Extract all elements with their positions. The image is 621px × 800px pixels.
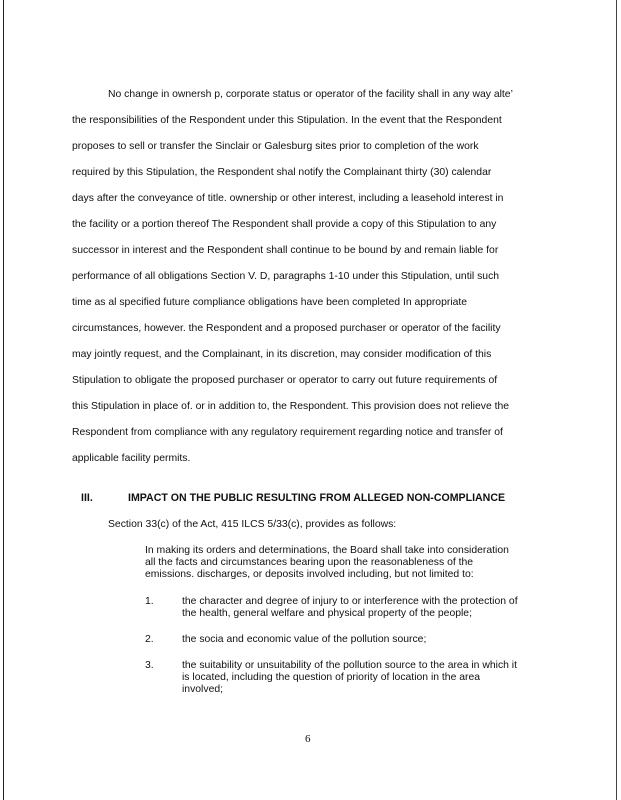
item-number-3: 3. [145, 660, 154, 671]
item-3-line-1: the suitability or unsuitability of the pollution source to the area in which it [182, 660, 517, 671]
quote-line-1: In making its orders and determinations, the Board shall take into consideration [145, 545, 509, 556]
section-intro: Section 33(c) of the Act, 415 ILCS 5/33(c), provides as follows: [108, 519, 397, 530]
paragraph-line-2: the responsibilities of the Respondent under this Stipulation. In the event that the Respondent [72, 115, 502, 126]
paragraph-line-8: performance of all obligations Section V. D, paragraphs 1-10 under this Stipulation, until such [72, 271, 500, 282]
paragraph-line-12: Stipulation to obligate the proposed purchaser or operator to carry out future requirements of [72, 375, 498, 386]
paragraph-line-7: successor in interest and the Respondent shall continue to be bound by and remain liable for [72, 245, 499, 256]
paragraph-line-4: required by this Stipulation, the Respondent shal notify the Complainant thirty (30) calendar [72, 167, 492, 178]
section-title: IMPACT ON THE PUBLIC RESULTING FROM ALLEGED NON-COMPLIANCE [128, 492, 506, 504]
section-number: III. [81, 492, 93, 504]
paragraph-line-14: Respondent from compliance with any regulatory requirement regarding notice and transfer of [72, 427, 503, 438]
item-1-line-2: the health, general welfare and physical property of the people; [182, 608, 472, 619]
item-3-line-3: involved; [182, 684, 224, 695]
scan-edge-right [616, 0, 617, 800]
paragraph-line-13: this Stipulation in place of. or in addition to, the Respondent. This provision does not relieve the [72, 401, 510, 412]
item-number-2: 2. [145, 634, 154, 645]
paragraph-line-5: days after the conveyance of title. ownership or other interest, including a leasehold interest in [72, 193, 504, 204]
item-number-1: 1. [145, 596, 154, 607]
paragraph-line-10: circumstances, however. the Respondent and a proposed purchaser or operator of the facility [72, 323, 501, 334]
quote-line-3: emissions. discharges, or deposits involved including, but not limited to: [145, 569, 474, 580]
page-number: 6 [305, 733, 311, 745]
paragraph-line-11: may jointly request, and the Complainant, in its discretion, may consider modification of this [72, 349, 492, 360]
paragraph-line-9: time as al specified future compliance obligations have been completed In appropriate [72, 297, 468, 308]
paragraph-line-6: the facility or a portion thereof The Respondent shall provide a copy of this Stipulation to any [72, 219, 497, 230]
quote-line-2: all the facts and circumstances bearing upon the reasonableness of the [145, 557, 474, 568]
paragraph-line-3: proposes to sell or transfer the Sinclair or Galesburg sites prior to completion of the work [72, 141, 479, 152]
paragraph-line-15: applicable facility permits. [72, 453, 191, 464]
item-2-line-1: the socia and economic value of the pollution source; [182, 634, 427, 645]
item-1-line-1: the character and degree of injury to or interference with the protection of [182, 596, 518, 607]
paragraph-line-1: No change in ownersh p, corporate status or operator of the facility shall in any way alte’ [108, 89, 513, 100]
item-3-line-2: is located, including the question of priority of location in the area [182, 672, 481, 683]
scan-edge-left [3, 0, 4, 800]
